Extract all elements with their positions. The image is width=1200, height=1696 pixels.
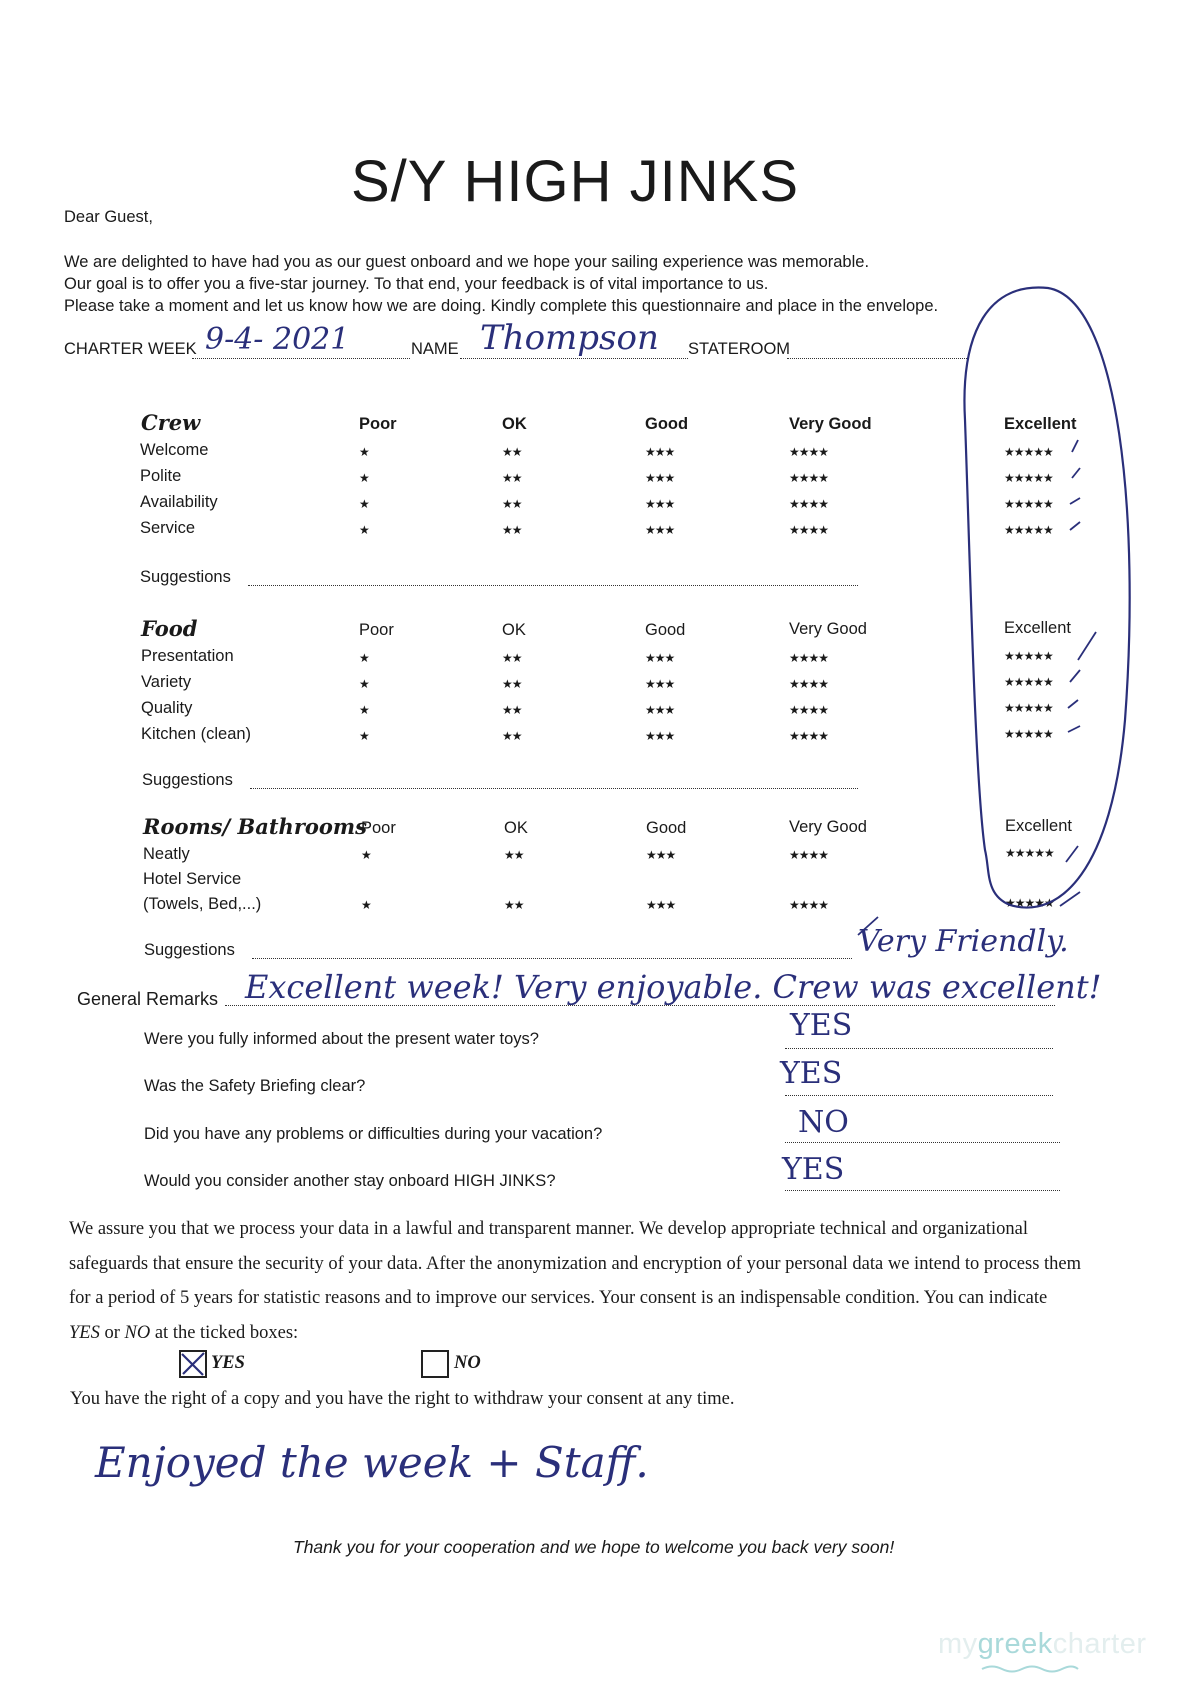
crew-service-excellent[interactable]: ★★★★★ bbox=[1004, 523, 1053, 537]
rooms-neatly-ok[interactable]: ★★ bbox=[504, 848, 524, 862]
food-presentation-very-good[interactable]: ★★★★ bbox=[789, 651, 829, 665]
answer-water-toys-field[interactable] bbox=[785, 1048, 1053, 1049]
question-safety-briefing: Was the Safety Briefing clear? bbox=[144, 1077, 366, 1095]
crew-polite-poor[interactable]: ★ bbox=[359, 471, 369, 485]
crew-header-good: Good bbox=[645, 415, 689, 433]
consent-line-4 bbox=[69, 1323, 298, 1344]
answer-water-toys: YES bbox=[790, 1008, 853, 1043]
crew-polite-very-good[interactable]: ★★★★ bbox=[789, 471, 829, 485]
rooms-suggestions-label: Suggestions bbox=[144, 941, 235, 959]
name-label: NAME bbox=[411, 340, 459, 358]
watermark-pre: my bbox=[938, 1628, 978, 1660]
rooms-item-towels-bed: (Towels, Bed,...) bbox=[143, 895, 262, 913]
consent-withdraw: You have the right of a copy and you have the right to withdraw your consent at any time. bbox=[70, 1389, 735, 1409]
crew-availability-good[interactable]: ★★★ bbox=[645, 497, 675, 511]
food-header-poor: Poor bbox=[359, 621, 394, 639]
rooms-hotel-very-good[interactable]: ★★★★ bbox=[789, 898, 829, 912]
name-value: Thompson bbox=[480, 318, 659, 358]
food-quality-excellent[interactable]: ★★★★★ bbox=[1004, 701, 1053, 715]
crew-header-excellent: Excellent bbox=[1004, 415, 1077, 433]
crew-polite-ok[interactable]: ★★ bbox=[502, 471, 522, 485]
rooms-header-poor: Poor bbox=[361, 819, 396, 837]
food-presentation-ok[interactable]: ★★ bbox=[502, 651, 522, 665]
intro-line-1: We are delighted to have had you as our guest onboard and we hope your sailing experience was memorable. bbox=[64, 253, 870, 271]
consent-no-checkbox[interactable] bbox=[421, 1350, 449, 1378]
crew-availability-poor[interactable]: ★ bbox=[359, 497, 369, 511]
consent-yes-checkbox[interactable] bbox=[179, 1350, 207, 1378]
rooms-header-very-good: Very Good bbox=[789, 818, 867, 836]
crew-header-ok: OK bbox=[502, 415, 527, 433]
form-title: S/Y HIGH JINKS bbox=[350, 149, 800, 214]
food-kitchen-poor[interactable]: ★ bbox=[359, 729, 369, 743]
crew-item-welcome: Welcome bbox=[140, 441, 209, 459]
rooms-header-good: Good bbox=[646, 819, 687, 837]
rooms-neatly-good[interactable]: ★★★ bbox=[646, 848, 676, 862]
crew-service-good[interactable]: ★★★ bbox=[645, 523, 675, 537]
rooms-header-excellent: Excellent bbox=[1005, 817, 1072, 835]
crew-service-ok[interactable]: ★★ bbox=[502, 523, 522, 537]
answer-problems-field[interactable] bbox=[785, 1142, 1060, 1143]
charter-week-label: CHARTER WEEK bbox=[64, 340, 197, 358]
food-quality-poor[interactable]: ★ bbox=[359, 703, 369, 717]
crew-welcome-very-good[interactable]: ★★★★ bbox=[789, 445, 829, 459]
consent-line-3: for a period of 5 years for statistic reasons and to improve our services. Your consent is an indispensable condition. You can indicate bbox=[69, 1288, 1048, 1308]
crew-polite-excellent[interactable]: ★★★★★ bbox=[1004, 471, 1053, 485]
consent-tail: at the ticked boxes: bbox=[150, 1323, 299, 1343]
crew-welcome-good[interactable]: ★★★ bbox=[645, 445, 675, 459]
question-another-stay: Would you consider another stay onboard HIGH JINKS? bbox=[144, 1172, 556, 1190]
watermark-mid: greek bbox=[977, 1628, 1053, 1660]
charter-week-value: 9-4- 2021 bbox=[205, 322, 350, 357]
crew-header-poor: Poor bbox=[359, 415, 397, 433]
food-section-title: Food bbox=[141, 616, 198, 641]
check-x-icon bbox=[179, 1350, 207, 1378]
food-presentation-poor[interactable]: ★ bbox=[359, 651, 369, 665]
food-presentation-excellent[interactable]: ★★★★★ bbox=[1004, 649, 1053, 663]
crew-service-poor[interactable]: ★ bbox=[359, 523, 369, 537]
general-remarks-value: Excellent week! Very enjoyable. Crew was excellent! bbox=[245, 968, 1102, 1006]
food-item-kitchen: Kitchen (clean) bbox=[141, 725, 252, 743]
answer-another-stay: YES bbox=[782, 1152, 845, 1187]
food-item-presentation: Presentation bbox=[141, 647, 234, 665]
crew-service-very-good[interactable]: ★★★★ bbox=[789, 523, 829, 537]
crew-item-polite: Polite bbox=[140, 467, 182, 485]
question-water-toys: Were you fully informed about the present water toys? bbox=[144, 1030, 539, 1048]
consent-line-2: safeguards that ensure the security of your data. After the anonymization and encryption of your personal data we intend to process them bbox=[69, 1254, 1082, 1274]
food-presentation-good[interactable]: ★★★ bbox=[645, 651, 675, 665]
watermark-logo bbox=[938, 1628, 1146, 1661]
crew-availability-excellent[interactable]: ★★★★★ bbox=[1004, 497, 1053, 511]
rooms-section-title: Rooms/ Bathrooms bbox=[143, 814, 367, 839]
food-quality-very-good[interactable]: ★★★★ bbox=[789, 703, 829, 717]
rooms-hotel-ok[interactable]: ★★ bbox=[504, 898, 524, 912]
consent-or-word: or bbox=[99, 1323, 125, 1343]
rooms-hotel-poor[interactable]: ★ bbox=[361, 898, 371, 912]
consent-line-1: We assure you that we process your data in a lawful and transparent manner. We develop appropriate technical and organizational bbox=[69, 1219, 1029, 1239]
handwritten-note: Enjoyed the week + Staff. bbox=[95, 1438, 649, 1487]
answer-another-stay-field[interactable] bbox=[785, 1190, 1060, 1191]
crew-polite-good[interactable]: ★★★ bbox=[645, 471, 675, 485]
food-item-quality: Quality bbox=[141, 699, 193, 717]
food-header-ok: OK bbox=[502, 621, 526, 639]
answer-safety-briefing-field[interactable] bbox=[785, 1095, 1053, 1096]
greeting: Dear Guest, bbox=[64, 208, 153, 226]
rooms-neatly-very-good[interactable]: ★★★★ bbox=[789, 848, 829, 862]
food-variety-ok[interactable]: ★★ bbox=[502, 677, 522, 691]
food-kitchen-very-good[interactable]: ★★★★ bbox=[789, 729, 829, 743]
crew-section-title: Crew bbox=[141, 410, 201, 435]
watermark-post: charter bbox=[1052, 1628, 1147, 1660]
food-quality-good[interactable]: ★★★ bbox=[645, 703, 675, 717]
food-header-good: Good bbox=[645, 621, 686, 639]
food-kitchen-ok[interactable]: ★★ bbox=[502, 729, 522, 743]
food-item-variety: Variety bbox=[141, 673, 192, 691]
consent-yes-word: YES bbox=[69, 1323, 100, 1343]
crew-welcome-ok[interactable]: ★★ bbox=[502, 445, 522, 459]
food-variety-excellent[interactable]: ★★★★★ bbox=[1004, 675, 1053, 689]
food-suggestions-label: Suggestions bbox=[142, 771, 233, 789]
food-variety-poor[interactable]: ★ bbox=[359, 677, 369, 691]
food-header-very-good: Very Good bbox=[789, 620, 867, 638]
answer-safety-briefing: YES bbox=[780, 1056, 843, 1091]
consent-yes-label: YES bbox=[211, 1353, 245, 1373]
rooms-suggestion-handwritten: Very Friendly. bbox=[858, 924, 1069, 959]
food-variety-very-good[interactable]: ★★★★ bbox=[789, 677, 829, 691]
crew-item-service: Service bbox=[140, 519, 196, 537]
crew-availability-ok[interactable]: ★★ bbox=[502, 497, 522, 511]
stateroom-label: STATEROOM bbox=[688, 340, 791, 358]
question-problems: Did you have any problems or difficulties during your vacation? bbox=[144, 1125, 603, 1143]
watermark-wave-icon bbox=[980, 1664, 1080, 1674]
thank-you-text: Thank you for your cooperation and we hope to welcome you back very soon! bbox=[293, 1537, 895, 1557]
food-quality-ok[interactable]: ★★ bbox=[502, 703, 522, 717]
rooms-neatly-excellent[interactable]: ★★★★★ bbox=[1005, 846, 1054, 860]
food-variety-good[interactable]: ★★★ bbox=[645, 677, 675, 691]
rooms-hotel-good[interactable]: ★★★ bbox=[646, 898, 676, 912]
rooms-hotel-excellent[interactable]: ★★★★★ bbox=[1005, 896, 1054, 910]
crew-header-very-good: Very Good bbox=[789, 415, 872, 433]
crew-availability-very-good[interactable]: ★★★★ bbox=[789, 497, 829, 511]
consent-no-label: NO bbox=[454, 1353, 481, 1373]
food-header-excellent: Excellent bbox=[1004, 619, 1071, 637]
rooms-item-hotel-service: Hotel Service bbox=[143, 870, 242, 888]
crew-item-availability: Availability bbox=[140, 493, 218, 511]
intro-line-3: Please take a moment and let us know how we are doing. Kindly complete this questionnaire and place in the envelope. bbox=[64, 297, 939, 315]
general-remarks-label: General Remarks bbox=[77, 989, 219, 1009]
rooms-item-neatly: Neatly bbox=[143, 845, 190, 863]
crew-welcome-excellent[interactable]: ★★★★★ bbox=[1004, 445, 1053, 459]
crew-suggestions-label: Suggestions bbox=[140, 568, 231, 586]
crew-welcome-poor[interactable]: ★ bbox=[359, 445, 369, 459]
intro-line-2: Our goal is to offer you a five-star journey. To that end, your feedback is of vital importance to us. bbox=[64, 275, 769, 293]
food-kitchen-good[interactable]: ★★★ bbox=[645, 729, 675, 743]
answer-problems: NO bbox=[798, 1105, 849, 1140]
rooms-neatly-poor[interactable]: ★ bbox=[361, 848, 371, 862]
food-kitchen-excellent[interactable]: ★★★★★ bbox=[1004, 727, 1053, 741]
rooms-header-ok: OK bbox=[504, 819, 528, 837]
consent-no-word: NO bbox=[124, 1323, 151, 1343]
